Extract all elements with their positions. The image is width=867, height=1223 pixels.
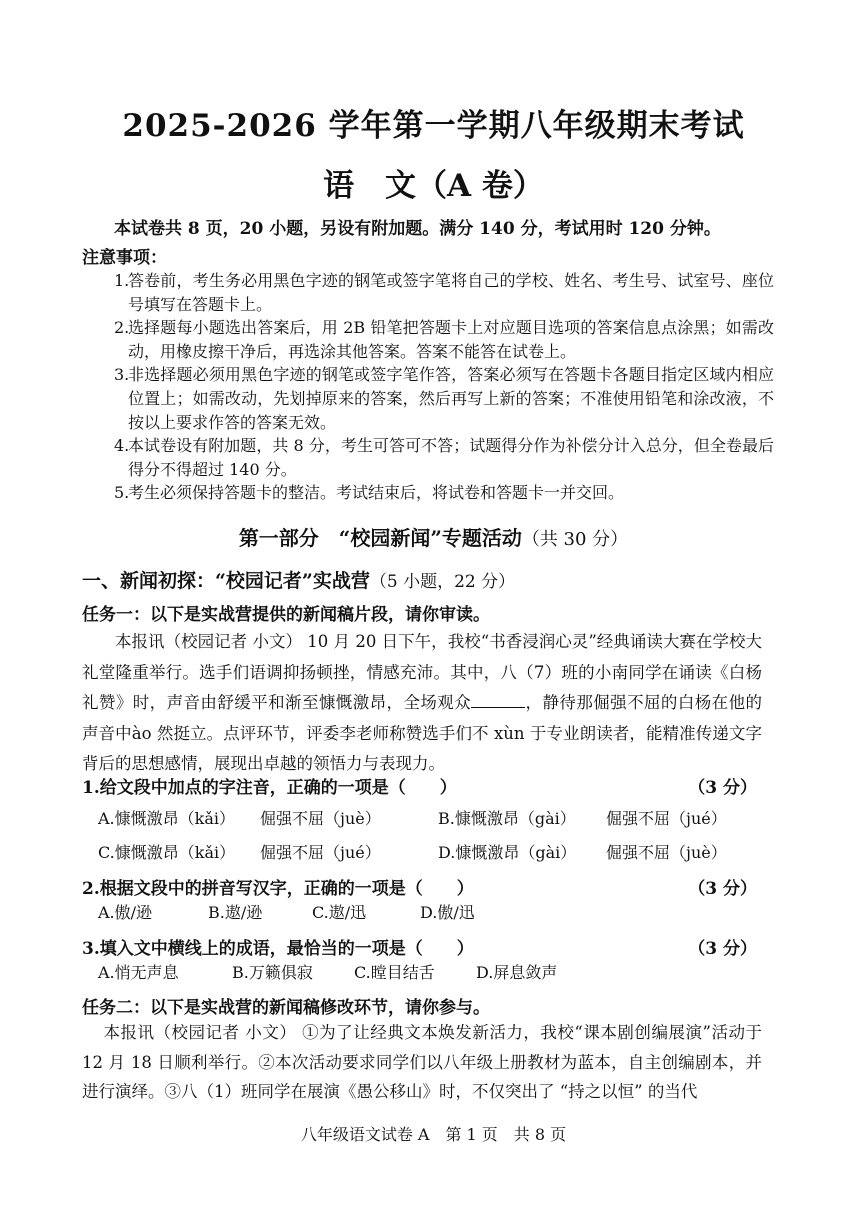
- question-1-option: B.慷慨激昂（gài）: [438, 809, 576, 828]
- section-heading: [82, 566, 515, 593]
- question-3-option: B.万籁俱寂: [232, 963, 313, 982]
- notice-item-text: 答卷前，考生务必用黑色字迹的钢笔或签字笔将自己的学校、姓名、考生号、试室号、座位号填写在答题卡上。: [128, 271, 774, 314]
- notice-item: [114, 434, 774, 481]
- notice-item: [114, 269, 774, 316]
- question-1-points: （3 分）: [688, 778, 757, 798]
- notice-heading: 注意事项：: [82, 248, 167, 268]
- notice-item-text: 考生必须保持答题卡的整洁。考试结束后，将试卷和答题卡一并交回。: [128, 483, 625, 503]
- question-1-option: D.慷慨激昂（gài）: [438, 843, 577, 862]
- question-3-option: A.悄无声息: [98, 963, 179, 982]
- task1-passage-before: 本报讯（校园记者 小文） 10 月 20 日下午，我校“书香浸润心灵”经典诵读大赛在学校大礼堂隆重举行。选手们语调抑扬顿挫，情感充沛。其中，八（7）班的小南同学在诵读《白杨礼赞》时，声音由舒缓平和渐至慷慨激昂，全场观众: [82, 632, 762, 712]
- notice-item-number: 4.: [114, 436, 130, 456]
- notice-item-number: 2.: [114, 318, 130, 338]
- question-1-option: C.慷慨激昂（kǎi）: [98, 843, 236, 862]
- notice-item-number: 5.: [114, 483, 130, 503]
- question-2-option: B.遨/逊: [208, 903, 263, 922]
- question-2-points: （3 分）: [688, 879, 757, 899]
- question-2-option: C.遨/迅: [312, 903, 367, 922]
- exam-intro: 本试卷共 8 页，20 小题，另设有附加题。满分 140 分，考试用时 120 分钟。: [114, 219, 721, 239]
- question-2-option: A.傲/逊: [98, 903, 153, 922]
- task1-passage-after: ，静待那倔强不屈的白杨在他的声音中ào 然挺立。点评环节，评委李老师称赞选手们不 xùn 于专业朗读者，能精准传递文字背后的思想感情，展现出卓越的领悟力与表现力。: [82, 693, 763, 773]
- page-footer: 八年级语文试卷 A 第 1 页 共 8 页: [300, 1125, 567, 1144]
- question-1-option: 倔强不屈（jué）: [260, 843, 381, 862]
- notice-item-text: 非选择题必须用黑色字迹的钢笔或签字笔作答，答案必须写在答题卡各题目指定区域内相应位置上；如需改动，先划掉原来的答案，然后再写上新的答案；不准使用铅笔和涂改液，不按以上要求作答的答案无效。: [128, 365, 774, 432]
- notice-item-number: 3.: [114, 365, 130, 385]
- notice-item-text: 本试卷设有附加题，共 8 分，考生可答可不答；试题得分作为补偿分计入总分，但全卷最后得分不得超过 140 分。: [128, 436, 774, 479]
- notice-list: [114, 269, 774, 505]
- question-1-option: A.慷慨激昂（kǎi）: [98, 809, 235, 828]
- question-1-option: 倔强不屈（juè）: [606, 843, 727, 862]
- part-heading-score: （共 30 分）: [521, 529, 629, 550]
- notice-item: [114, 481, 774, 505]
- question-2-option: D.傲/迅: [420, 903, 475, 922]
- notice-item: [114, 363, 774, 434]
- notice-item: [114, 316, 774, 363]
- part-heading-text: 第一部分 “校园新闻”专题活动: [238, 526, 522, 550]
- part-heading: [0, 522, 867, 551]
- question-2-stem: 2.根据文段中的拼音写汉字，正确的一项是（ ）: [82, 879, 474, 899]
- task2-passage: 本报讯（校园记者 小文） ①为了让经典文本焕发新活力，我校“课本剧创编展演”活动于 12 月 18 日顺利举行。②本次活动要求同学们以八年级上册教材为蓝本，自主创编剧本，并进行演绎。③八（1）班同学在展演《愚公移山》时，不仅突出了 “持之以恒” 的当代: [82, 1023, 762, 1101]
- section-heading-score: （5 小题，22 分）: [369, 572, 516, 592]
- question-1-stem: 1.给文段中加点的字注音，正确的一项是（ ）: [82, 778, 457, 798]
- section-heading-text: 一、新闻初探：“校园记者”实战营: [82, 570, 370, 592]
- question-3-option: C.瞠目结舌: [354, 963, 435, 982]
- question-3-stem: 3.填入文中横线上的成语，最恰当的一项是（ ）: [82, 939, 474, 959]
- question-1-option: 倔强不屈（jué）: [606, 809, 727, 828]
- task2-heading: 任务二：以下是实战营的新闻稿修改环节，请你参与。: [82, 998, 490, 1018]
- notice-item-number: 1.: [114, 271, 130, 290]
- answer-blank: [471, 706, 525, 708]
- question-1-option: 倔强不屈（juè）: [260, 809, 381, 828]
- exam-subtitle: 语 文（A 卷）: [323, 168, 544, 204]
- question-3-option: D.屏息敛声: [476, 963, 558, 982]
- question-3-points: （3 分）: [688, 939, 757, 959]
- task1-passage: [82, 627, 762, 780]
- exam-title: 2025-2026 学年第一学期八年级期末考试: [122, 108, 745, 144]
- notice-item-text: 选择题每小题选出答案后，用 2B 铅笔把答题卡上对应题目选项的答案信息点涂黑；如需改动，用橡皮擦干净后，再选涂其他答案。答案不能答在试卷上。: [128, 318, 774, 361]
- task1-heading: 任务一：以下是实战营提供的新闻稿片段，请你审读。: [82, 605, 490, 625]
